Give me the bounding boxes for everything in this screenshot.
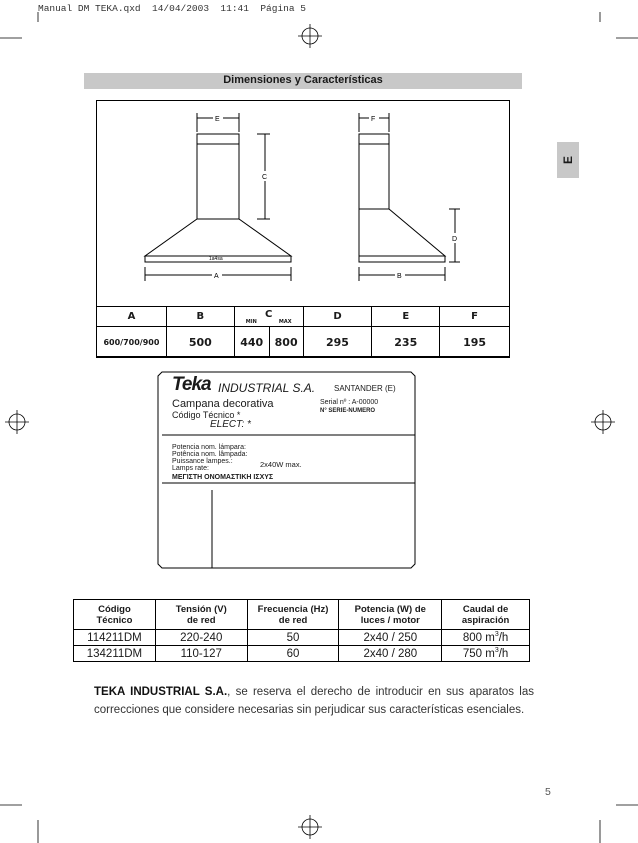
front-plate-label: 1a4sa: [209, 256, 223, 262]
dims-value-b: 500: [166, 327, 234, 358]
dim-label-b: B: [397, 273, 402, 280]
dim-label-d: D: [452, 236, 458, 243]
plate-power-line-4: Lamps rate:: [172, 465, 209, 472]
language-tab-label: E: [560, 155, 575, 165]
file-header-line: Manual DM TEKA.qxd 14/04/2003 11:41 Página 5: [38, 3, 306, 14]
spec-header-code: Código Técnico: [74, 600, 156, 630]
teka-logo: Teka: [172, 374, 211, 395]
spec-header-frequency: Frecuencia (Hz) de red: [247, 600, 339, 630]
plate-city: SANTANDER (E): [334, 384, 396, 393]
language-tab: [557, 142, 579, 178]
spec-cell-flow: 800 $m^3/h$: [442, 630, 530, 646]
spec-cell-voltage: 220-240: [155, 630, 247, 646]
plate-power-line-1: Potencia nom. lámpara:: [172, 444, 246, 451]
dims-value-f: 195: [440, 327, 510, 358]
spec-cell-power: 2x40 / 250: [339, 630, 442, 646]
plate-company: INDUSTRIAL S.A.: [218, 381, 316, 395]
side-chimney: [359, 134, 389, 209]
dims-header-a: A: [97, 307, 167, 327]
spec-header-flow: Caudal de aspiración: [442, 600, 530, 630]
plate-power-line-2: Potência nom. lâmpada:: [172, 451, 248, 458]
plate-greek-line: ΜΕΓΙΣΤΗ ΟΝΟΜΑΣΤΙΚΗ ΙΣΧΥΣ: [172, 474, 274, 481]
plate-power-value: 2x40W max.: [260, 460, 302, 469]
dims-header-e: E: [372, 307, 440, 327]
spec-cell-voltage: 110-127: [155, 646, 247, 662]
dim-label-a: A: [214, 273, 219, 280]
dims-header-b: B: [166, 307, 234, 327]
dims-header-f: F: [440, 307, 510, 327]
disclaimer-note: [94, 683, 534, 719]
spec-table: [73, 599, 530, 662]
note-text: , se reserva el derecho de introducir en sus aparatos las correcciones que considere necesarias sin perjudicar sus características esenciales.: [94, 686, 534, 716]
dim-label-c: C: [262, 174, 268, 181]
note-company: TEKA INDUSTRIAL S.A.: [94, 686, 228, 698]
plate-elect: ELECT: *: [210, 419, 251, 430]
spec-header-power: Potencia (W) de luces / motor: [339, 600, 442, 630]
dims-header-c-min: MIN: [245, 318, 257, 325]
rating-plate: [156, 370, 417, 570]
dim-label-f: F: [371, 116, 376, 123]
dimensions-table: [96, 306, 510, 358]
front-chimney: [197, 134, 239, 219]
plate-code-label: Código Técnico *: [172, 410, 241, 420]
dims-header-c: [234, 307, 303, 327]
plate-serial: Serial nº : A-00000: [320, 399, 379, 406]
plate-power-line-3: Puissance lampes.:: [172, 458, 233, 465]
dim-label-e: E: [215, 116, 220, 123]
dims-value-e: 235: [372, 327, 440, 358]
spec-cell-power: 2x40 / 280: [339, 646, 442, 662]
section-title: Dimensiones y Características: [223, 74, 383, 86]
dims-header-d: D: [303, 307, 372, 327]
spec-cell-frequency: 50: [247, 630, 339, 646]
plate-serial-ref: N° SERIE-NUMERO: [320, 408, 376, 414]
table-row: [74, 646, 530, 662]
spec-cell-code: 134211DM: [74, 646, 156, 662]
plate-product: Campana decorativa: [172, 398, 274, 410]
spec-header-voltage: Tensión (V) de red: [155, 600, 247, 630]
page-number: 5: [545, 786, 551, 798]
spec-cell-frequency: 60: [247, 646, 339, 662]
spec-cell-code: 114211DM: [74, 630, 156, 646]
dims-value-d: 295: [303, 327, 372, 358]
side-canopy: [359, 209, 445, 256]
dims-header-c-max: MAX: [278, 318, 292, 325]
dims-value-c-max: 800: [269, 327, 303, 358]
section-title-bar: [84, 73, 522, 89]
dims-header-c-label: C: [264, 308, 273, 320]
front-canopy: [145, 219, 291, 256]
table-row: [74, 630, 530, 646]
dims-value-a: 600/700/900: [97, 327, 167, 358]
dims-value-c-min: 440: [234, 327, 269, 358]
spec-cell-flow: 750 $m^3/h$: [442, 646, 530, 662]
